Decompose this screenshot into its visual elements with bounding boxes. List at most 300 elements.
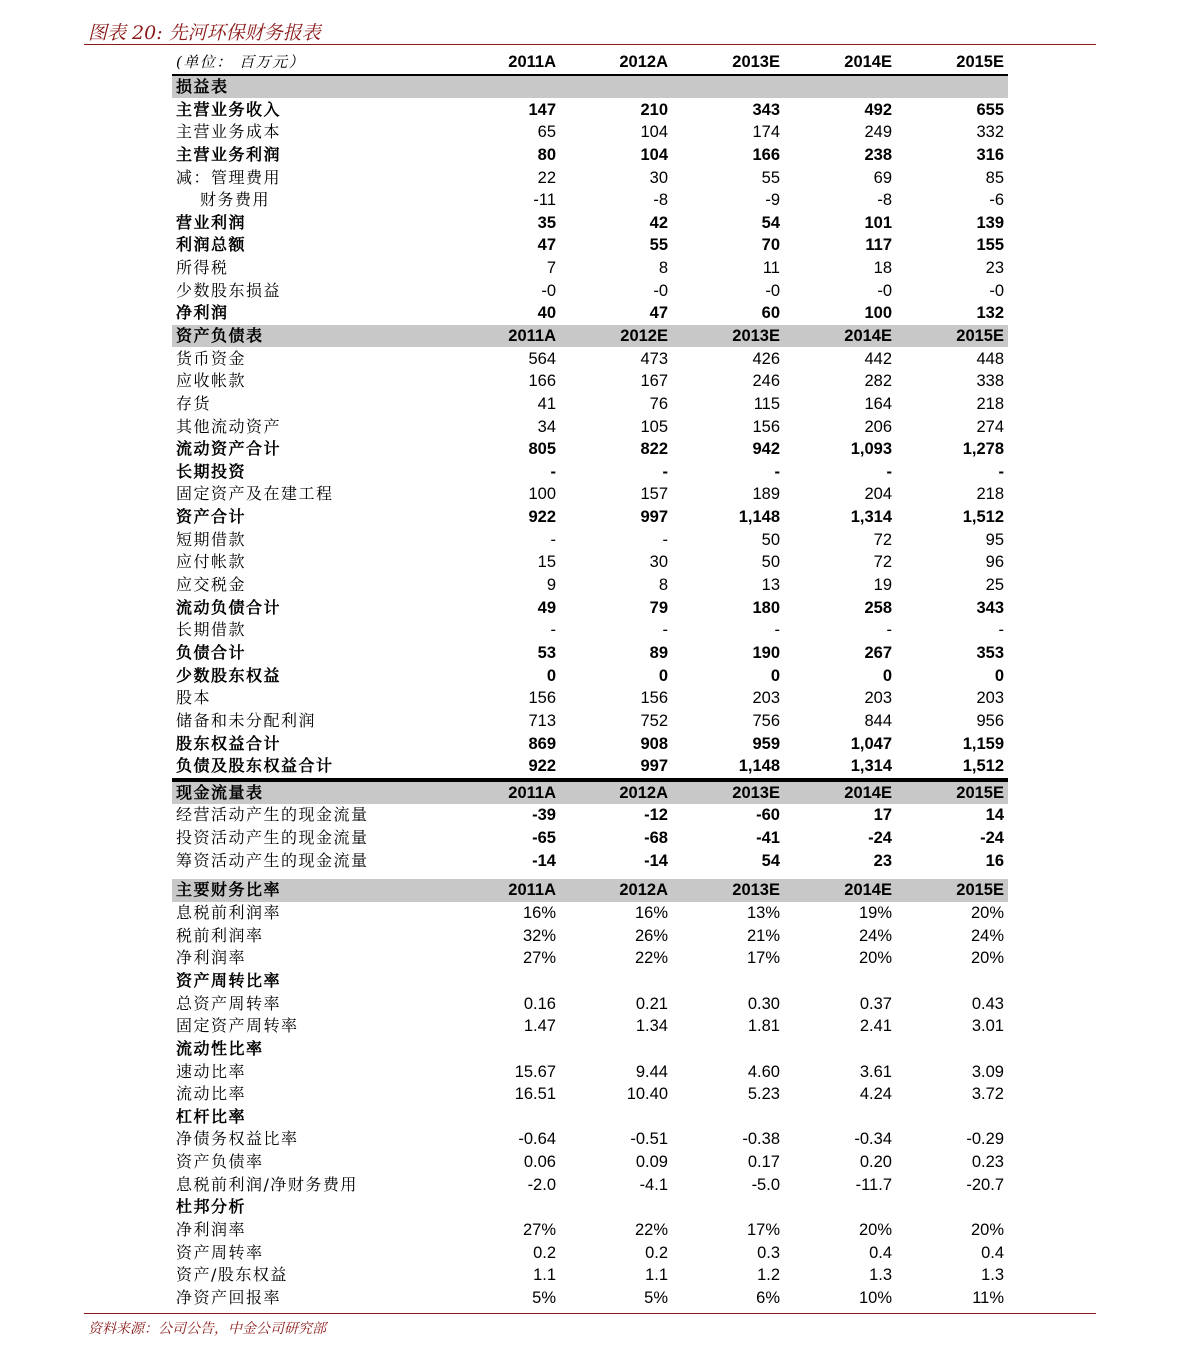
row-label: 息税前利润/净财务费用 — [176, 1174, 358, 1194]
cell-value: 942 — [752, 440, 780, 459]
cell-value: 19 — [873, 576, 892, 595]
cell-value: 3.72 — [971, 1085, 1004, 1104]
row-label: 减：管理费用 — [176, 167, 282, 187]
table-body — [172, 76, 1008, 1310]
cell-value: 13 — [761, 576, 780, 595]
cell-value: 1.34 — [635, 1017, 668, 1036]
cell-value: 166 — [528, 372, 556, 391]
cell-value: 25 — [985, 576, 1004, 595]
cell-value: 18 — [873, 259, 892, 278]
table-row — [172, 166, 1008, 189]
cell-value: 105 — [640, 417, 668, 436]
cell-value: 50 — [761, 530, 780, 549]
table-row — [172, 302, 1008, 325]
cell-value: 655 — [976, 100, 1004, 119]
table-row — [172, 1060, 1008, 1083]
row-label: 长期借款 — [176, 620, 247, 640]
cell-value: 338 — [976, 372, 1004, 391]
table-row — [172, 902, 1008, 925]
table-row — [172, 234, 1008, 257]
cell-value: 85 — [985, 168, 1004, 187]
cell-value: 47 — [537, 236, 556, 255]
section-title: 损益表 — [176, 76, 229, 96]
section-year-header: 2011A — [508, 327, 556, 345]
cell-value: 0.23 — [971, 1153, 1004, 1172]
table-row — [172, 1015, 1008, 1038]
row-label: 财务费用 — [200, 190, 271, 210]
cell-value: 96 — [985, 553, 1004, 572]
cell-value: 35 — [537, 213, 556, 232]
table-row — [172, 710, 1008, 733]
cell-value: -68 — [644, 829, 668, 848]
cell-value: 1.1 — [533, 1266, 556, 1285]
row-label: 股本 — [176, 688, 212, 708]
table-row — [172, 687, 1008, 710]
row-label: 净资产回报率 — [176, 1287, 282, 1307]
row-label: 速动比率 — [176, 1061, 247, 1081]
section-title: 现金流量表 — [176, 782, 264, 802]
row-label: 少数股东损益 — [176, 280, 282, 300]
cell-value: 155 — [976, 236, 1004, 255]
cell-value: 343 — [976, 598, 1004, 617]
cell-value: 0.3 — [757, 1243, 780, 1262]
cell-value: 17% — [746, 949, 780, 968]
table-row — [172, 98, 1008, 121]
row-label: 少数股东权益 — [176, 665, 282, 685]
cell-value: -41 — [756, 829, 780, 848]
cell-value: 55 — [649, 236, 668, 255]
row-label: 储备和未分配利润 — [176, 710, 317, 730]
cell-value: 0.37 — [859, 994, 892, 1013]
cell-value: -60 — [756, 806, 780, 825]
cell-value: -0 — [541, 281, 556, 300]
cell-value: 343 — [752, 100, 780, 119]
cell-value: - — [774, 621, 780, 640]
cell-value: 5% — [532, 1288, 556, 1307]
cell-value: - — [998, 462, 1004, 481]
cell-value: -11.7 — [855, 1175, 892, 1194]
cell-value: 11 — [762, 259, 780, 278]
table-row — [172, 1196, 1008, 1219]
cell-value: 0.2 — [645, 1243, 668, 1262]
cell-value: 7 — [546, 259, 556, 278]
cell-value: 0.06 — [523, 1153, 556, 1172]
cell-value: 258 — [864, 598, 892, 617]
cell-value: 206 — [864, 417, 892, 436]
year-header: 2015E — [956, 53, 1004, 72]
section-year-header: 2012A — [619, 881, 668, 900]
cell-value: 1.47 — [523, 1017, 556, 1036]
section-spacer — [172, 872, 1008, 879]
table-row — [172, 461, 1008, 484]
cell-value: 6% — [756, 1288, 780, 1307]
cell-value: -0.38 — [742, 1130, 780, 1149]
cell-value: 27% — [522, 949, 556, 968]
section-year-header: 2015E — [956, 783, 1004, 802]
row-label: 筹资活动产生的现金流量 — [176, 850, 369, 870]
table-row — [172, 144, 1008, 167]
cell-value: 203 — [976, 689, 1004, 708]
cell-value: 0 — [546, 666, 556, 685]
cell-value: 956 — [976, 711, 1004, 730]
table-row — [172, 506, 1008, 529]
cell-value: 41 — [537, 394, 556, 413]
table-row — [172, 619, 1008, 642]
cell-value: -24 — [868, 829, 892, 848]
cell-value: 22% — [634, 1220, 668, 1239]
cell-value: 22% — [634, 949, 668, 968]
cell-value: 166 — [752, 145, 780, 164]
cell-value: 20% — [970, 1220, 1004, 1239]
cell-value: 713 — [528, 711, 556, 730]
row-label: 货币资金 — [176, 348, 247, 368]
cell-value: 10% — [858, 1288, 892, 1307]
cell-value: 922 — [528, 757, 556, 776]
row-label: 杜邦分析 — [176, 1197, 247, 1217]
row-label: 负债及股东权益合计 — [176, 756, 334, 776]
cell-value: 72 — [873, 553, 892, 572]
cell-value: 30 — [649, 168, 668, 187]
cell-value: 1,512 — [962, 757, 1004, 776]
section-year-header: 2015E — [956, 881, 1004, 900]
source-note: 资料来源：公司公告，中金公司研究部 — [88, 1321, 326, 1337]
table-row — [172, 924, 1008, 947]
cell-value: 4.24 — [859, 1085, 892, 1104]
cell-value: 822 — [640, 440, 668, 459]
cell-value: - — [550, 530, 556, 549]
row-label: 流动负债合计 — [176, 597, 282, 617]
cell-value: 2.41 — [859, 1017, 892, 1036]
cell-value: 60 — [761, 304, 780, 323]
cell-value: 282 — [864, 372, 892, 391]
year-header: 2014E — [844, 53, 892, 72]
cell-value: -0.29 — [966, 1130, 1004, 1149]
row-label: 短期借款 — [176, 529, 247, 549]
cell-value: 805 — [528, 440, 556, 459]
row-label: 流动比率 — [176, 1084, 247, 1104]
table-row — [172, 370, 1008, 393]
section-year-header: 2015E — [956, 327, 1004, 345]
cell-value: 756 — [752, 711, 780, 730]
cell-value: 13% — [746, 904, 780, 923]
row-label: 投资活动产生的现金流量 — [176, 828, 369, 848]
table-row — [172, 1128, 1008, 1151]
cell-value: 1.1 — [645, 1266, 668, 1285]
cell-value: 249 — [864, 123, 892, 142]
table-row — [172, 1219, 1008, 1242]
table-row — [172, 1173, 1008, 1196]
cell-value: 24% — [970, 926, 1004, 945]
cell-value: 203 — [864, 689, 892, 708]
cell-value: 332 — [976, 123, 1004, 142]
table-row — [172, 849, 1008, 872]
cell-value: 218 — [976, 485, 1004, 504]
cell-value: -0.51 — [630, 1130, 668, 1149]
cell-value: 0.16 — [523, 994, 556, 1013]
cell-value: 69 — [873, 168, 892, 187]
cell-value: 24% — [858, 926, 892, 945]
cell-value: -8 — [877, 191, 892, 210]
table-row — [172, 257, 1008, 280]
cell-value: 30 — [649, 553, 668, 572]
cell-value: 1,148 — [738, 508, 780, 527]
year-header: 2012A — [619, 53, 668, 72]
table-row — [172, 121, 1008, 144]
cell-value: 104 — [640, 145, 668, 164]
bottom-rule — [84, 1313, 1096, 1314]
row-label: 固定资产周转率 — [176, 1016, 299, 1036]
table-row — [172, 528, 1008, 551]
cell-value: - — [886, 462, 892, 481]
cell-value: 95 — [985, 530, 1004, 549]
table-row — [172, 1241, 1008, 1264]
cell-value: 117 — [865, 236, 892, 255]
row-label: 资产合计 — [176, 507, 247, 527]
cell-value: 1,314 — [850, 757, 892, 776]
cell-value: 53 — [537, 643, 556, 662]
section-year-header: 2011A — [508, 881, 556, 900]
cell-value: -39 — [532, 806, 556, 825]
row-label: 股东权益合计 — [176, 733, 282, 753]
cell-value: 203 — [752, 689, 780, 708]
row-label: 利润总额 — [176, 235, 247, 255]
table-row — [172, 1105, 1008, 1128]
section-year-header: 2012E — [620, 327, 668, 345]
cell-value: - — [662, 621, 668, 640]
cell-value: 1,148 — [738, 757, 780, 776]
cell-value: - — [662, 462, 668, 481]
cell-value: -2.0 — [527, 1175, 556, 1194]
cell-value: 16% — [522, 904, 556, 923]
cell-value: 844 — [864, 711, 892, 730]
cell-value: -0 — [653, 281, 668, 300]
cell-value: - — [774, 462, 780, 481]
cell-value: 55 — [761, 168, 780, 187]
cell-value: 147 — [528, 100, 556, 119]
cell-value: 164 — [864, 394, 892, 413]
cell-value: 0 — [770, 666, 780, 685]
cell-value: 23 — [873, 851, 892, 870]
cell-value: 752 — [640, 711, 668, 730]
cell-value: 17 — [873, 806, 892, 825]
cell-value: -24 — [980, 829, 1004, 848]
cell-value: 0 — [994, 666, 1004, 685]
row-label: 主营业务利润 — [176, 144, 282, 164]
cell-value: -0 — [765, 281, 780, 300]
row-label: 息税前利润率 — [176, 903, 282, 923]
cell-value: -8 — [653, 191, 668, 210]
cell-value: 65 — [537, 123, 556, 142]
table-row — [172, 438, 1008, 461]
cell-value: 54 — [761, 213, 780, 232]
cell-value: 426 — [752, 349, 780, 368]
cell-value: 174 — [752, 123, 780, 142]
table-row — [172, 211, 1008, 234]
cell-value: 274 — [976, 417, 1004, 436]
cell-value: 157 — [640, 485, 668, 504]
financial-statement-table — [172, 51, 1008, 1309]
table-row — [172, 189, 1008, 212]
cell-value: 0 — [882, 666, 892, 685]
cell-value: 14 — [985, 806, 1004, 825]
cell-value: 5% — [644, 1288, 668, 1307]
table-row — [172, 755, 1008, 780]
cell-value: 0.2 — [533, 1243, 556, 1262]
cell-value: 10.40 — [626, 1085, 668, 1104]
cell-value: 1,278 — [962, 440, 1004, 459]
cell-value: 0.20 — [859, 1153, 892, 1172]
table-row — [172, 732, 1008, 755]
cell-value: -14 — [644, 851, 668, 870]
cell-value: 47 — [649, 304, 668, 323]
cell-value: 50 — [761, 553, 780, 572]
cell-value: 19% — [858, 904, 892, 923]
table-row — [172, 1083, 1008, 1106]
cell-value: 997 — [640, 757, 668, 776]
cell-value: 15.67 — [514, 1062, 556, 1081]
cell-value: 26% — [634, 926, 668, 945]
cell-value: -9 — [765, 191, 780, 210]
row-label: 净利润 — [176, 303, 229, 323]
cell-value: 959 — [752, 734, 780, 753]
cell-value: 16.51 — [514, 1085, 556, 1104]
cell-value: 49 — [537, 598, 556, 617]
cell-value: 0.30 — [747, 994, 780, 1013]
cell-value: 167 — [640, 372, 668, 391]
cell-value: 869 — [528, 734, 556, 753]
table-row — [172, 804, 1008, 827]
row-label: 应交税金 — [176, 575, 247, 595]
row-label: 资产周转比率 — [176, 970, 282, 990]
cell-value: -11 — [533, 191, 556, 210]
cell-value: 70 — [761, 236, 780, 255]
cell-value: 4.60 — [747, 1062, 780, 1081]
cell-value: 1.81 — [747, 1017, 780, 1036]
cell-value: -0.64 — [518, 1130, 556, 1149]
cell-value: 156 — [640, 689, 668, 708]
cell-value: 448 — [976, 349, 1004, 368]
table-row — [172, 574, 1008, 597]
row-label: 长期投资 — [176, 461, 247, 481]
cell-value: 104 — [640, 123, 668, 142]
cell-value: 3.61 — [859, 1062, 892, 1081]
cell-value: 316 — [976, 145, 1004, 164]
cell-value: 72 — [873, 530, 892, 549]
table-row — [172, 664, 1008, 687]
cell-value: 1,047 — [850, 734, 892, 753]
section-year-header: 2013E — [732, 881, 780, 900]
row-label: 资产/股东权益 — [176, 1265, 288, 1285]
row-label: 固定资产及在建工程 — [176, 484, 334, 504]
row-label: 税前利润率 — [176, 925, 264, 945]
row-label: 主营业务收入 — [176, 99, 282, 119]
cell-value: 0.09 — [635, 1153, 668, 1172]
cell-value: 0.17 — [747, 1153, 780, 1172]
cell-value: 34 — [537, 417, 556, 436]
row-label: 流动性比率 — [176, 1038, 264, 1058]
cell-value: 0.4 — [869, 1243, 892, 1262]
cell-value: -0.34 — [854, 1130, 892, 1149]
cell-value: -0 — [877, 281, 892, 300]
table-row — [172, 1151, 1008, 1174]
cell-value: 156 — [528, 689, 556, 708]
cell-value: 100 — [864, 304, 892, 323]
cell-value: 16 — [985, 851, 1004, 870]
cell-value: 190 — [752, 643, 780, 662]
cell-value: 54 — [761, 851, 780, 870]
cell-value: 101 — [864, 213, 892, 232]
table-row — [172, 551, 1008, 574]
table-row — [172, 393, 1008, 416]
table-row — [172, 415, 1008, 438]
cell-value: 922 — [528, 508, 556, 527]
cell-value: 139 — [976, 213, 1004, 232]
cell-value: 42 — [649, 213, 668, 232]
cell-value: 1.2 — [757, 1266, 780, 1285]
cell-value: 9 — [546, 576, 556, 595]
cell-value: - — [998, 621, 1004, 640]
year-header: 2011A — [508, 53, 556, 72]
section-year-header: 2013E — [732, 783, 780, 802]
section-year-header: 2013E — [732, 327, 780, 345]
cell-value: -12 — [644, 806, 668, 825]
cell-value: - — [550, 621, 556, 640]
cell-value: 564 — [528, 349, 556, 368]
cell-value: 1,159 — [962, 734, 1004, 753]
cell-value: 21% — [746, 926, 780, 945]
row-label: 其他流动资产 — [176, 416, 282, 436]
cell-value: 11% — [972, 1288, 1004, 1307]
section-year-header: 2011A — [508, 783, 556, 802]
cell-value: 353 — [976, 643, 1004, 662]
cell-value: 27% — [522, 1220, 556, 1239]
cell-value: 210 — [640, 100, 668, 119]
section-header-row — [172, 76, 1008, 99]
section-year-header: 2014E — [844, 327, 892, 345]
cell-value: 5.23 — [747, 1085, 780, 1104]
table-row — [172, 1038, 1008, 1061]
cell-value: -5.0 — [751, 1175, 780, 1194]
cell-value: -65 — [532, 829, 556, 848]
section-title: 主要财务比率 — [176, 880, 282, 900]
cell-value: 473 — [640, 349, 668, 368]
section-year-header: 2014E — [844, 881, 892, 900]
cell-value: -20.7 — [966, 1175, 1004, 1194]
row-label: 存货 — [176, 393, 212, 413]
cell-value: 3.09 — [971, 1062, 1004, 1081]
table-row — [172, 1264, 1008, 1287]
row-label: 净利润率 — [176, 948, 247, 968]
cell-value: 1,512 — [962, 508, 1004, 527]
cell-value: 76 — [649, 394, 668, 413]
cell-value: 156 — [752, 417, 780, 436]
cell-value: 997 — [640, 508, 668, 527]
cell-value: 79 — [649, 598, 668, 617]
cell-value: 80 — [537, 145, 556, 164]
section-title: 资产负债表 — [176, 326, 264, 345]
cell-value: 22 — [537, 168, 556, 187]
cell-value: 204 — [864, 485, 892, 504]
cell-value: 115 — [753, 394, 780, 413]
table-row — [172, 347, 1008, 370]
top-rule — [84, 44, 1096, 45]
cell-value: - — [550, 462, 556, 481]
units-label: (单位： 百万元） — [176, 53, 306, 72]
cell-value: 180 — [752, 598, 780, 617]
row-label: 应收帐款 — [176, 371, 247, 391]
row-label: 资产负债率 — [176, 1152, 264, 1172]
section-header-row — [172, 879, 1008, 902]
